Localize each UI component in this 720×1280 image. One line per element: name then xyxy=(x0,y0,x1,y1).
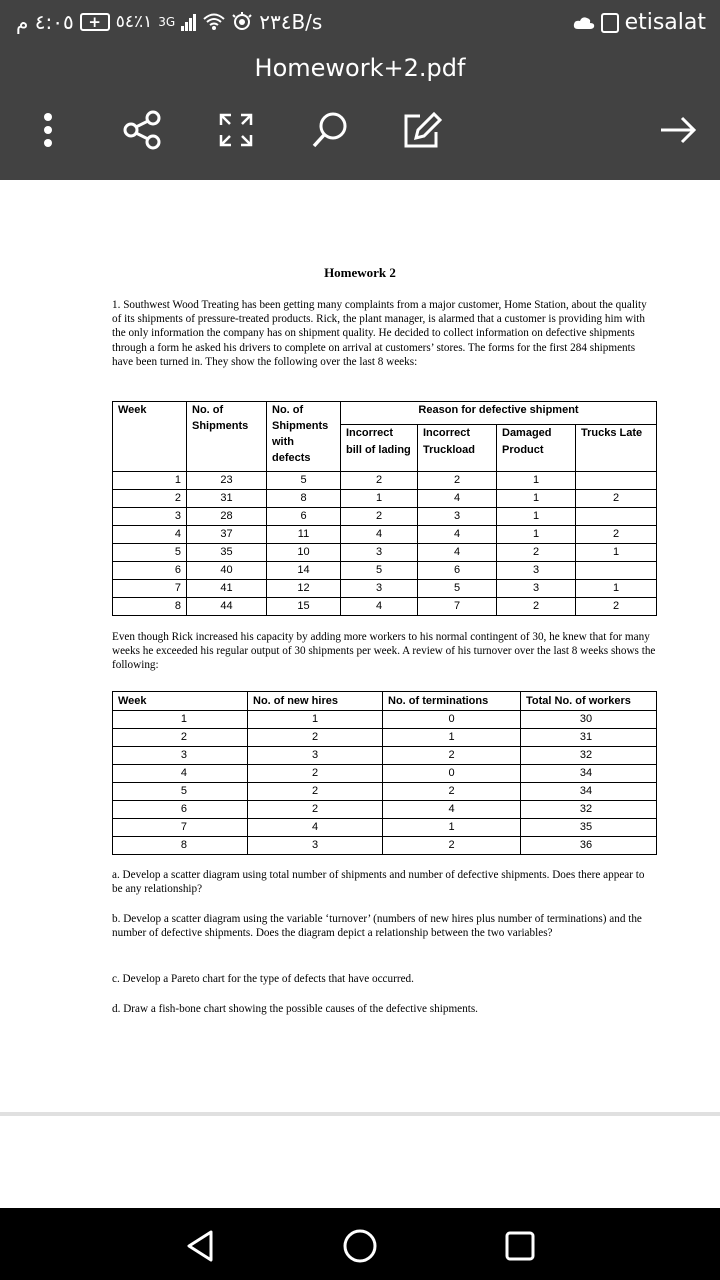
table-cell: 3 xyxy=(113,508,187,526)
table-row xyxy=(113,544,657,562)
question-d: d. Draw a fish-bone chart showing the possible causes of the defective shipments. xyxy=(112,1003,478,1015)
question-b: b. Develop a scatter diagram using the variable ‘turnover’ (numbers of new hires plus number of terminations) and the number of defective shipments. Does the diagram depict a relationship between the two variables? xyxy=(112,913,642,940)
table-cell: 1 xyxy=(383,729,521,747)
table-cell: 32 xyxy=(521,801,657,819)
table-cell: 34 xyxy=(521,783,657,801)
table-cell: 6 xyxy=(418,562,497,580)
table-cell: 11 xyxy=(267,526,341,544)
network-type: 3G xyxy=(158,15,176,29)
table-cell: 30 xyxy=(521,711,657,729)
table-cell: 31 xyxy=(521,729,657,747)
table-row xyxy=(113,526,657,544)
data-rate: ٢٣٤B/s xyxy=(259,10,323,34)
table-cell: 1 xyxy=(497,508,576,526)
app-bar xyxy=(0,48,720,180)
middle-paragraph: Even though Rick increased his capacity by adding more workers to his normal contingent of 30, he knew that for many weeks he exceeded his regular output of 30 shipments per week. A review of his turnover over the last 8 weeks shows the following: xyxy=(112,631,656,672)
table-row xyxy=(113,562,657,580)
table-cell: 1 xyxy=(383,819,521,837)
defects-table xyxy=(112,401,657,616)
table-cell: 4 xyxy=(383,801,521,819)
col-total-workers: Total No. of workers xyxy=(521,692,657,711)
table-row xyxy=(113,765,657,783)
table-cell: 23 xyxy=(187,472,267,490)
status-left xyxy=(16,10,322,34)
carrier-name: etisalat xyxy=(624,10,706,35)
col-trucks-late: Trucks Late xyxy=(576,424,657,471)
table-cell: 5 xyxy=(341,562,418,580)
table-cell: 15 xyxy=(267,598,341,616)
table-cell: 37 xyxy=(187,526,267,544)
table-cell: 1 xyxy=(113,711,248,729)
table-cell: 8 xyxy=(113,837,248,855)
col-terminations: No. of terminations xyxy=(383,692,521,711)
table-cell: 5 xyxy=(418,580,497,598)
table-cell: 44 xyxy=(187,598,267,616)
table-row xyxy=(113,729,657,747)
table-cell: 2 xyxy=(341,472,418,490)
table-row xyxy=(113,508,657,526)
question-a: a. Develop a scatter diagram using total number of shipments and number of defective shipments. Does there appear to be any relationship? xyxy=(112,869,645,896)
table-cell xyxy=(576,508,657,526)
more-vert-icon[interactable] xyxy=(24,106,72,154)
table-cell: 7 xyxy=(113,819,248,837)
table-cell: 0 xyxy=(383,711,521,729)
table-cell: 2 xyxy=(383,747,521,765)
table-cell: 8 xyxy=(267,490,341,508)
table-cell: 4 xyxy=(113,526,187,544)
table-cell: 14 xyxy=(267,562,341,580)
pdf-page[interactable] xyxy=(0,180,720,1112)
defects-table-body xyxy=(113,472,657,616)
table-row xyxy=(113,711,657,729)
table-cell: 31 xyxy=(187,490,267,508)
navigation-bar xyxy=(0,1208,720,1280)
col-damaged: Damaged Product xyxy=(497,424,576,471)
turnover-table xyxy=(112,691,657,855)
table-row xyxy=(113,598,657,616)
question-c: c. Develop a Pareto chart for the type of defects that have occurred. xyxy=(112,973,414,985)
intro-paragraph: 1. Southwest Wood Treating has been getting many complaints from a major customer, Home Station, about the quality of its shipments of pressure-treated products. Rick, the plant manager, is alarmed that a customer is providing him with the only information the company has on shipment quality. He decided to collect information on defective shipments through a form he asked his drivers to complete on arrival at customers’ stores. The forms for the first 284 shipments have been turned in. They show the following over the last 8 weeks: xyxy=(112,299,647,368)
col-shipments: No. of Shipments xyxy=(187,402,267,472)
table-cell: 2 xyxy=(113,490,187,508)
table-cell: 2 xyxy=(383,837,521,855)
search-icon[interactable] xyxy=(306,106,354,154)
table-cell: 2 xyxy=(341,508,418,526)
table-cell: 1 xyxy=(341,490,418,508)
share-icon[interactable] xyxy=(118,106,166,154)
home-icon[interactable] xyxy=(340,1226,380,1266)
table-cell: 8 xyxy=(113,598,187,616)
wifi-icon xyxy=(203,13,225,31)
table-cell xyxy=(576,472,657,490)
table-cell: 2 xyxy=(248,765,383,783)
table-cell: 2 xyxy=(383,783,521,801)
table-cell: 40 xyxy=(187,562,267,580)
table-cell: 3 xyxy=(341,544,418,562)
table-cell: 7 xyxy=(113,580,187,598)
table-cell: 2 xyxy=(576,490,657,508)
table-cell: 41 xyxy=(187,580,267,598)
table-cell: 6 xyxy=(113,562,187,580)
table-cell: 5 xyxy=(113,783,248,801)
table-cell: 32 xyxy=(521,747,657,765)
table-cell: 4 xyxy=(418,490,497,508)
table-cell: 28 xyxy=(187,508,267,526)
table-cell: 3 xyxy=(341,580,418,598)
open-arrow-icon[interactable] xyxy=(654,106,702,154)
table-cell: 1 xyxy=(576,580,657,598)
fullscreen-icon[interactable] xyxy=(212,106,260,154)
table-cell: 3 xyxy=(418,508,497,526)
table-cell: 4 xyxy=(248,819,383,837)
col-week-2: Week xyxy=(113,692,248,711)
table-cell: 5 xyxy=(113,544,187,562)
table-cell: 1 xyxy=(497,526,576,544)
table-row xyxy=(113,472,657,490)
table-cell: 1 xyxy=(576,544,657,562)
table-cell: 12 xyxy=(267,580,341,598)
cloud-icon xyxy=(573,16,595,30)
table-cell: 4 xyxy=(341,598,418,616)
table-cell: 4 xyxy=(418,526,497,544)
table-cell: 0 xyxy=(383,765,521,783)
table-row xyxy=(113,819,657,837)
page-heading: Homework 2 xyxy=(324,265,396,280)
screenshot-icon xyxy=(601,13,619,33)
table-cell: 4 xyxy=(113,765,248,783)
table-cell: 4 xyxy=(341,526,418,544)
table-row xyxy=(113,837,657,855)
table-cell: 34 xyxy=(521,765,657,783)
clock: ٤:٠٥ م xyxy=(16,10,74,34)
col-defects: No. of Shipments with defects xyxy=(267,402,341,472)
table-row xyxy=(113,747,657,765)
recents-icon[interactable] xyxy=(500,1226,540,1266)
table-cell: 1 xyxy=(248,711,383,729)
table-row xyxy=(113,580,657,598)
col-incorrect-truckload: Incorrect Truckload xyxy=(418,424,497,471)
table-cell: 2 xyxy=(497,544,576,562)
table-cell: 2 xyxy=(113,729,248,747)
turnover-table-body xyxy=(113,711,657,855)
table-cell: 35 xyxy=(521,819,657,837)
table-cell: 2 xyxy=(248,801,383,819)
table-cell: 1 xyxy=(113,472,187,490)
table-cell: 10 xyxy=(267,544,341,562)
table-row xyxy=(113,783,657,801)
table-cell xyxy=(576,562,657,580)
table-cell: 6 xyxy=(113,801,248,819)
col-week: Week xyxy=(113,402,187,472)
table-cell: 6 xyxy=(267,508,341,526)
table-cell: 2 xyxy=(576,598,657,616)
table-cell: 3 xyxy=(248,837,383,855)
col-incorrect-bill: Incorrect bill of lading xyxy=(341,424,418,471)
reason-group-header: Reason for defective shipment xyxy=(341,402,657,425)
table-cell: 1 xyxy=(497,472,576,490)
table-cell: 5 xyxy=(267,472,341,490)
table-cell: 3 xyxy=(497,580,576,598)
table-cell: 3 xyxy=(248,747,383,765)
col-new-hires: No. of new hires xyxy=(248,692,383,711)
table-cell: 7 xyxy=(418,598,497,616)
battery-icon: + xyxy=(80,13,110,31)
status-right xyxy=(573,10,706,35)
table-cell: 4 xyxy=(418,544,497,562)
table-cell: 35 xyxy=(187,544,267,562)
table-cell: 3 xyxy=(497,562,576,580)
table-cell: 2 xyxy=(248,783,383,801)
table-cell: 36 xyxy=(521,837,657,855)
battery-percent: ١٪٥٤ xyxy=(115,12,153,32)
page-divider xyxy=(0,1112,720,1116)
document-title: Homework+2.pdf xyxy=(254,54,466,82)
table-row xyxy=(113,490,657,508)
table-cell: 2 xyxy=(248,729,383,747)
status-bar xyxy=(0,0,720,48)
table-cell: 3 xyxy=(113,747,248,765)
table-cell: 2 xyxy=(497,598,576,616)
back-icon[interactable] xyxy=(180,1226,220,1266)
table-cell: 2 xyxy=(418,472,497,490)
eye-comfort-icon xyxy=(231,12,253,32)
table-row xyxy=(113,801,657,819)
table-cell: 1 xyxy=(497,490,576,508)
signal-icon xyxy=(181,13,197,31)
table-cell: 2 xyxy=(576,526,657,544)
edit-icon[interactable] xyxy=(398,106,446,154)
